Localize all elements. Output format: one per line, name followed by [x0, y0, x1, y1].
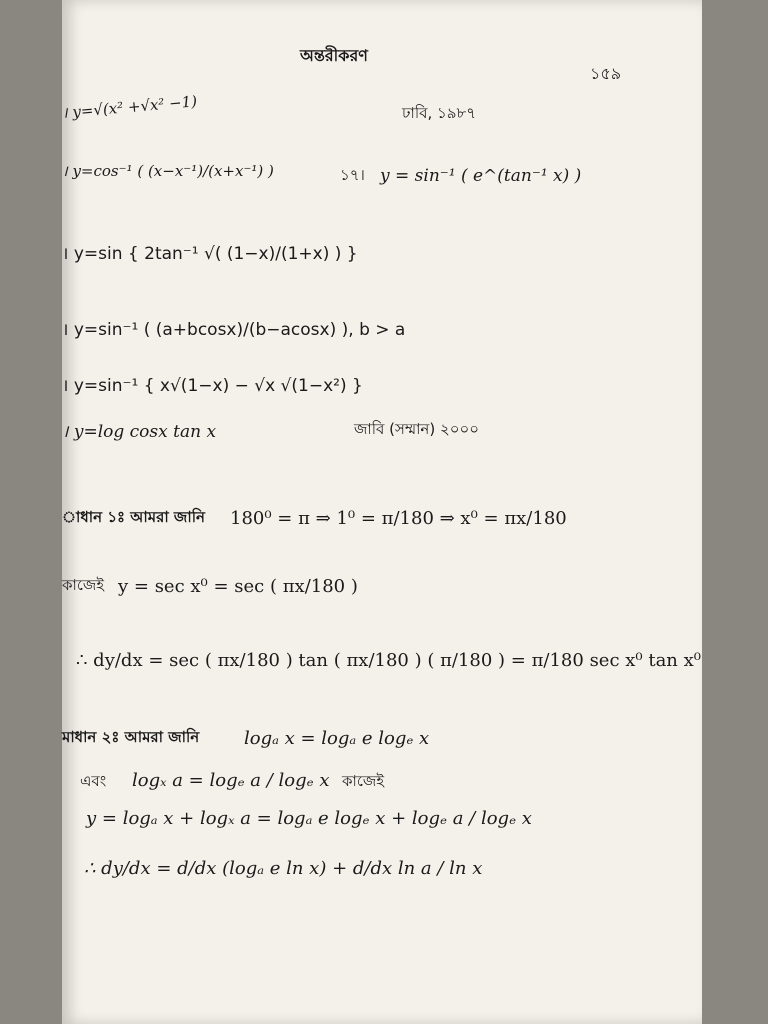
- exercise-line: y = sin⁻¹ ( e^(tan⁻¹ x) ): [380, 166, 582, 186]
- exercise-number: ১৭।: [340, 166, 365, 184]
- solution-prefix: কাজেই: [62, 576, 105, 594]
- exercise-line: । y=log cosx tan x: [62, 422, 217, 442]
- solution-math: ∴ dy/dx = sec ( πx/180 ) tan ( πx/180 ) ( π/180 ) = π/180 sec x⁰ tan x⁰: [76, 650, 701, 671]
- exercise-line: । y=√(x² +√x² −1): [61, 92, 198, 122]
- exercise-line: । y=sin { 2tan⁻¹ √( (1−x)/(1+x) ) }: [62, 244, 358, 264]
- book-page: [62, 0, 702, 1024]
- solution-label: াধান ১ঃ আমরা জানি: [62, 508, 205, 526]
- solution-math: y = logₐ x + logₓ a = logₐ e logₑ x + logₑ a / logₑ x: [86, 808, 532, 829]
- solution-math: 180⁰ = π ⇒ 1⁰ = π/180 ⇒ x⁰ = πx/180: [230, 508, 567, 529]
- exercise-source: জাবি (সম্মান) ২০০০: [354, 420, 480, 438]
- exercise-line: । y=sin⁻¹ { x√(1−x) − √x √(1−x²) }: [62, 376, 363, 396]
- solution-math: y = sec x⁰ = sec ( πx/180 ): [118, 576, 358, 597]
- exercise-line: । y=cos⁻¹ ( (x−x⁻¹)/(x+x⁻¹) ): [62, 162, 274, 180]
- solution-math: logₓ a = logₑ a / logₑ x: [132, 770, 330, 791]
- exercise-line: । y=sin⁻¹ ( (a+bcosx)/(b−acosx) ), b > a: [62, 320, 406, 340]
- page-number: ১৫৯: [590, 64, 622, 83]
- solution-math: ∴ dy/dx = d/dx (logₐ e ln x) + d/dx ln a / ln x: [84, 858, 483, 879]
- solution-suffix: কাজেই: [342, 772, 385, 790]
- chapter-title: অন্তরীকরণ: [300, 46, 368, 65]
- solution-label: মাধান ২ঃ আমরা জানি: [62, 728, 200, 746]
- solution-math: logₐ x = logₐ e logₑ x: [244, 728, 430, 749]
- solution-prefix: এবং: [80, 772, 107, 790]
- exercise-source: ঢাবি, ১৯৮৭: [402, 104, 476, 122]
